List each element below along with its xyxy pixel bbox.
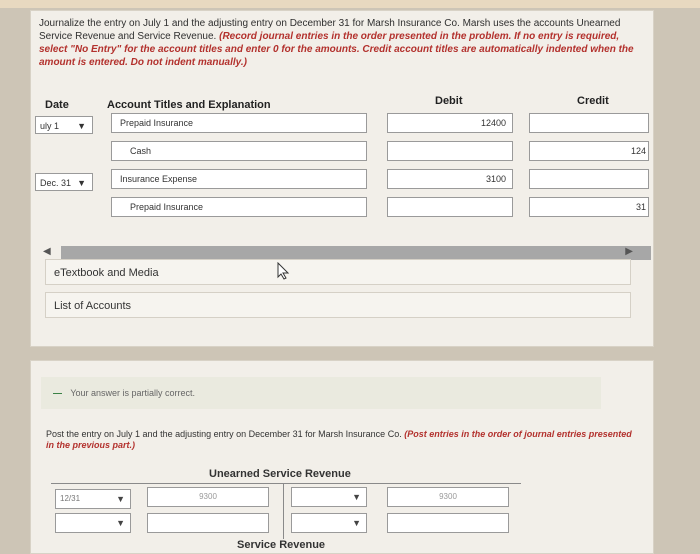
debit-input-row4[interactable] [387,197,513,217]
date-value: uly 1 [40,121,60,131]
account-input-row4[interactable]: Prepaid Insurance [111,197,367,217]
credit-input-row4[interactable]: 31 [529,197,649,217]
t-account-title-1: Unearned Service Revenue [209,468,351,480]
account-input-row1[interactable]: Prepaid Insurance [111,113,367,133]
header-date: Date [45,99,69,111]
date-select-row3[interactable] [35,173,93,191]
horizontal-scrollbar[interactable] [61,246,651,260]
feedback-text: Your answer is partially correct. [70,388,196,398]
instructions-note: (Record journal entries in the order presented in the problem. If no entry is required, select "No Entry" for the account titles and enter 0 for the amounts. Credit account titles are automatically indented when the amount is entered. Do not indent manually.) [39,31,634,68]
t-credit-date-select-row2[interactable] [291,513,367,533]
header-credit: Credit [577,95,609,107]
chevron-down-icon: ▼ [77,178,86,188]
chevron-down-icon: ▼ [116,494,125,504]
instructions-main: Journalize the entry on July 1 and the adjusting entry on December 31 for Marsh Insurance Co. Marsh uses the accounts Unearned Service Revenue and Service Revenue. [39,18,621,42]
chevron-down-icon: ▼ [77,121,86,131]
date-value: Dec. 31 [40,178,72,188]
journal-entry-panel [30,10,654,347]
posting-panel [30,360,654,554]
debit-input-row3[interactable]: 3100 [387,169,513,189]
instructions [39,17,645,69]
t-account-title-2: Service Revenue [237,539,326,551]
scroll-right-icon[interactable]: ▶ [625,246,633,257]
t-account-divider [283,483,284,539]
credit-input-row3[interactable] [529,169,649,189]
t-credit-input-row1[interactable]: 9300 [387,487,509,507]
header-debit: Debit [435,95,463,107]
header-account: Account Titles and Explanation [107,99,271,111]
t-date-value: 12/31 [60,494,81,503]
t-date-select-row2[interactable] [55,513,131,533]
credit-input-row1[interactable] [529,113,649,133]
etextbook-link[interactable]: eTextbook and Media [45,259,631,285]
posting-instructions [46,429,636,451]
minus-icon: — [53,388,62,398]
credit-input-row2[interactable]: 124 [529,141,649,161]
chevron-down-icon: ▼ [116,518,125,528]
t-debit-input-row1[interactable]: 9300 [147,487,269,507]
debit-input-row1[interactable]: 12400 [387,113,513,133]
scroll-left-icon[interactable]: ◀ [43,246,51,257]
posting-note: (Post entries in the order of journal entries presented in the previous part.) [46,429,632,450]
t-date-select-row1[interactable] [55,489,131,509]
account-input-row2[interactable]: Cash [111,141,367,161]
feedback-bar [41,377,601,409]
debit-input-row2[interactable] [387,141,513,161]
t-account-line [51,483,521,484]
cursor-icon [277,262,291,280]
list-of-accounts-link[interactable]: List of Accounts [45,292,631,318]
account-input-row3[interactable]: Insurance Expense [111,169,367,189]
t-debit-input-row2[interactable] [147,513,269,533]
top-strip [0,0,700,8]
chevron-down-icon: ▼ [352,518,361,528]
chevron-down-icon: ▼ [352,492,361,502]
t-credit-input-row2[interactable] [387,513,509,533]
posting-main: Post the entry on July 1 and the adjusting entry on December 31 for Marsh Insurance Co. [46,429,402,439]
t-credit-date-select-row1[interactable] [291,487,367,507]
date-select-row1[interactable] [35,116,93,134]
